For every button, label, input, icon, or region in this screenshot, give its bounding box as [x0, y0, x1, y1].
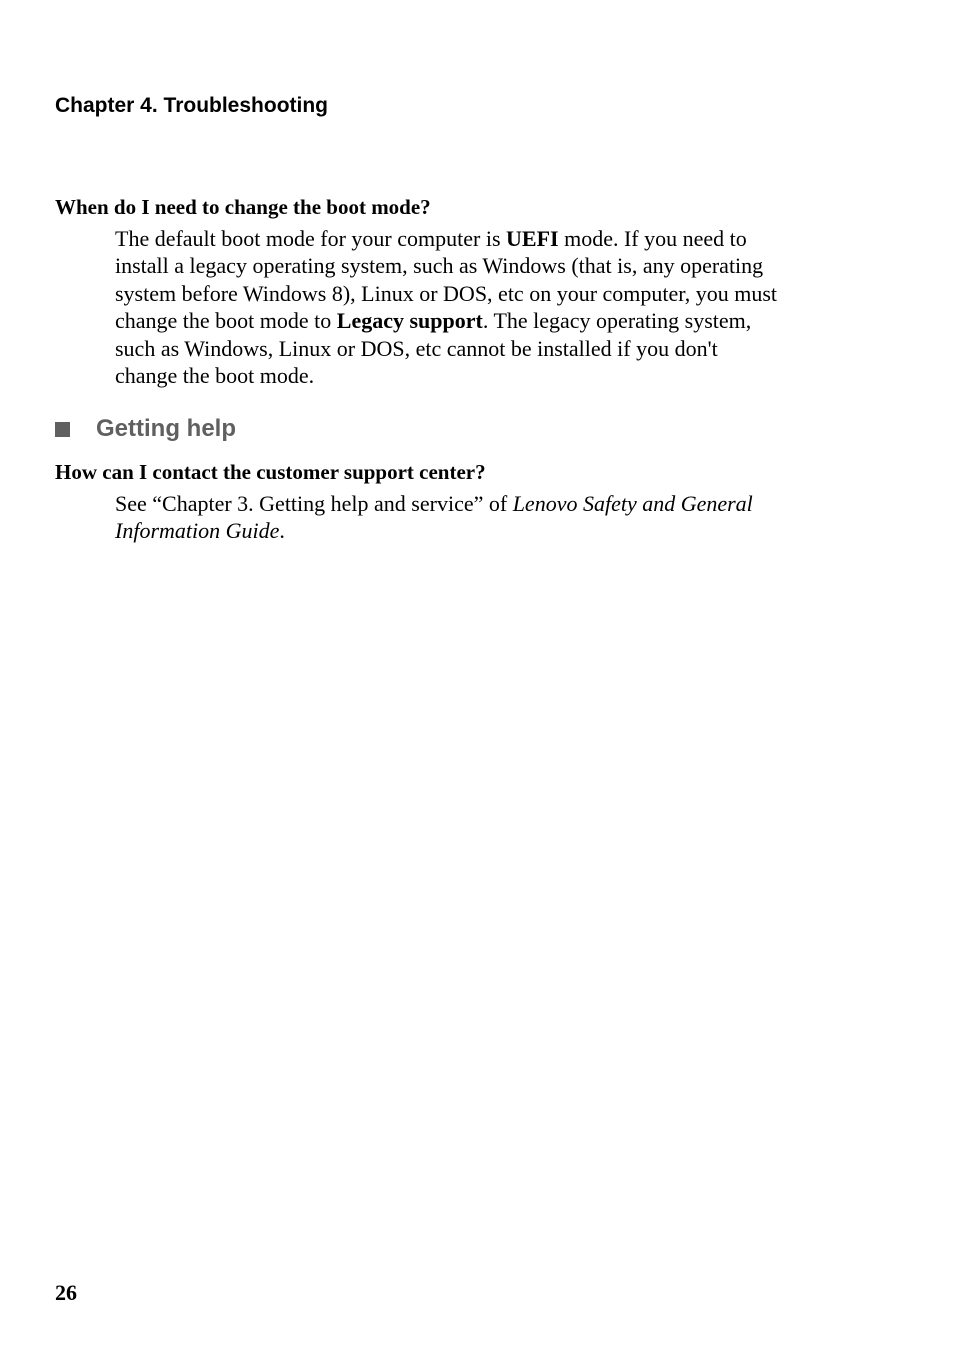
answer-text: The default boot mode for your computer is	[115, 226, 507, 251]
answer-text: See “Chapter 3. Getting help and service” of	[115, 491, 513, 516]
answer-line	[115, 517, 875, 544]
chapter-title: Chapter 4. Troubleshooting	[55, 94, 329, 117]
answer-line: such as Windows, Linux or DOS, etc cannot be installed if you don't	[115, 335, 718, 361]
answer-line: system before Windows 8), Linux or DOS, etc on your computer, you must	[115, 280, 778, 306]
guide-title: Information Guide	[115, 518, 280, 544]
answer-line	[115, 307, 875, 334]
answer-text: mode. If you need to	[558, 226, 747, 251]
answer-line: install a legacy operating system, such as Windows (that is, any operating	[115, 253, 764, 279]
answer-line	[115, 225, 875, 252]
guide-title: Lenovo Safety and General	[512, 491, 753, 516]
page-number: 26	[55, 1280, 77, 1305]
faq-answer-boot-mode	[115, 225, 875, 389]
faq-question-boot-mode: When do I need to change the boot mode?	[55, 195, 431, 219]
faq-question-customer-support: How can I contact the customer support center?	[55, 460, 486, 484]
answer-text: change the boot mode to	[115, 308, 337, 334]
answer-line	[115, 490, 875, 517]
square-bullet-icon	[55, 422, 70, 437]
section-title: Getting help	[96, 415, 236, 442]
answer-text: .	[279, 518, 285, 544]
answer-line: change the boot mode.	[115, 363, 315, 389]
uefi-term: UEFI	[506, 226, 559, 251]
faq-answer-customer-support	[115, 490, 875, 545]
answer-text: . The legacy operating system,	[482, 308, 752, 334]
section-heading-getting-help	[55, 414, 236, 444]
legacy-support-term: Legacy support	[336, 308, 483, 334]
